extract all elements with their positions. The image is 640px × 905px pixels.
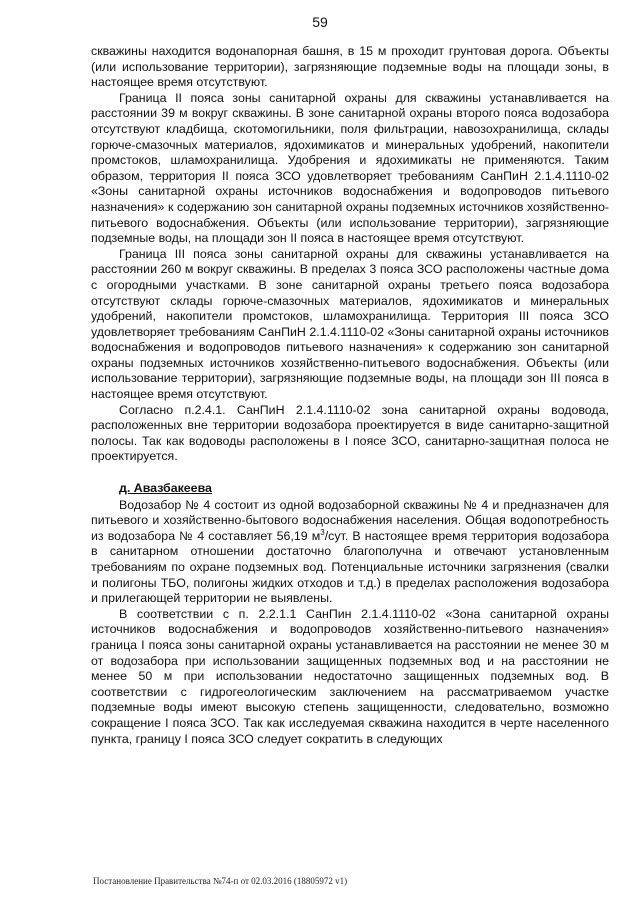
- paragraph-zone-ii: Граница II пояса зоны санитарной охраны для скважины устанавливается на расстоянии 39 м вокруг скважины. В зоне санитарной охраны второго пояса водозабора отсутствуют кладбища, скотомогильники, поля фильтрации, навозохранилища, склады горюче-смазочных материалов, ядохимикатов и минеральных удобрений, накопители промстоков, шламохранилища. Удобрения и ядохимикаты не применяются. Таким образом, территория II пояса ЗСО удовлетворяет требованиям СанПиН 2.1.4.1110-02 «Зоны санитарной охраны источников водоснабжения и водопроводов питьевого назначения» к содержанию зон санитарной охраны подземных источников хозяйственно-питьевого водоснабжения. Объекты (или использование территории), загрязняющие подземные воды, на площади зон II пояса в настоящее время отсутствуют.: [91, 90, 609, 246]
- section-heading: д. Авазбакеева: [119, 481, 212, 496]
- paragraph-zone-iii: Граница III пояса зоны санитарной охраны для скважины устанавливается на расстоянии 260 м вокруг скважины. В пределах 3 пояса ЗСО расположены частные дома с огородными участками. В зоне санитарной охраны третьего пояса водозабора отсутствуют склады горюче-смазочных материалов, ядохимикатов и минеральных удобрений, накопители промстоков, шламохранилища. Территория III пояса ЗСО удовлетворяет требованиям СанПиН 2.1.4.1110-02 «Зоны санитарной охраны источников водоснабжения и водопроводов питьевого назначения» к содержанию зон санитарной охраны подземных источников хозяйственно-питьевого водоснабжения. Объекты (или использование территории), загрязняющие подземные воды, на площади зон III пояса в настоящее время отсутствуют.: [91, 246, 609, 402]
- page-number: 59: [312, 14, 328, 30]
- paragraph-zone-i: В соответствии с п. 2.2.1.1 СанПин 2.1.4.1110-02 «Зона санитарной охраны источников водоснабжения и водопроводов хозяйственно-питьевого назначения» граница I пояса зоны санитарной охраны устанавливается на расстоянии не менее 30 м от водозабора при использовании защищенных подземных вод и на расстоянии не менее 50 м при использовании недостаточно защищенных подземных вод. В соответствии с гидрогеологическим заключением на рассматриваемом участке подземные воды имеют высокую степень защищенности, следовательно, возможно сокращение I пояса ЗСО. Так как исследуемая скважина находится в черте населенного пункта, границу I пояса ЗСО следует сократить в следующих: [91, 606, 609, 746]
- paragraph-water-intake-part2: /сут. В настоящее время территория водозабора в санитарном отношении достаточно благополучна и отвечают установленным требованиям по охране подземных вод. Потенциальные источники загрязнения (свалки и полигоны ТБО, полигоны жидких отходов и т.д.) в пределах расположения водозабора и прилегающей территории не выявлены.: [91, 528, 610, 606]
- document-body: [91, 44, 609, 747]
- paragraph-water-intake: [91, 498, 609, 607]
- unit-superscript: 3: [320, 527, 325, 537]
- paragraph-continuation: скважины находится водонапорная башня, в 15 м проходит грунтовая дорога. Объекты (или использование территории), загрязняющие подземные воды на площади зоны, в настоящее время отсутствуют.: [91, 44, 609, 90]
- footer-note: Постановление Правительства №74-п от 02.03.2016 (18805972 v1): [93, 876, 348, 886]
- paragraph-water-intake-part1: Водозабор № 4 состоит из одной водозаборной скважины № 4 и предназначен для питьевого и хозяйственно-бытового водоснабжения населения. Общая водопотребность из водозабора № 4 составляет 56,19 м: [91, 497, 609, 543]
- paragraph-waterline: Согласно п.2.4.1. СанПиН 2.1.4.1110-02 зона санитарной охраны водовода, расположенных вне территории водозабора проектируется в виде санитарно-защитной полосы. Так как водоводы расположены в I поясе ЗСО, санитарно-защитная полоса не проектируется.: [91, 402, 609, 464]
